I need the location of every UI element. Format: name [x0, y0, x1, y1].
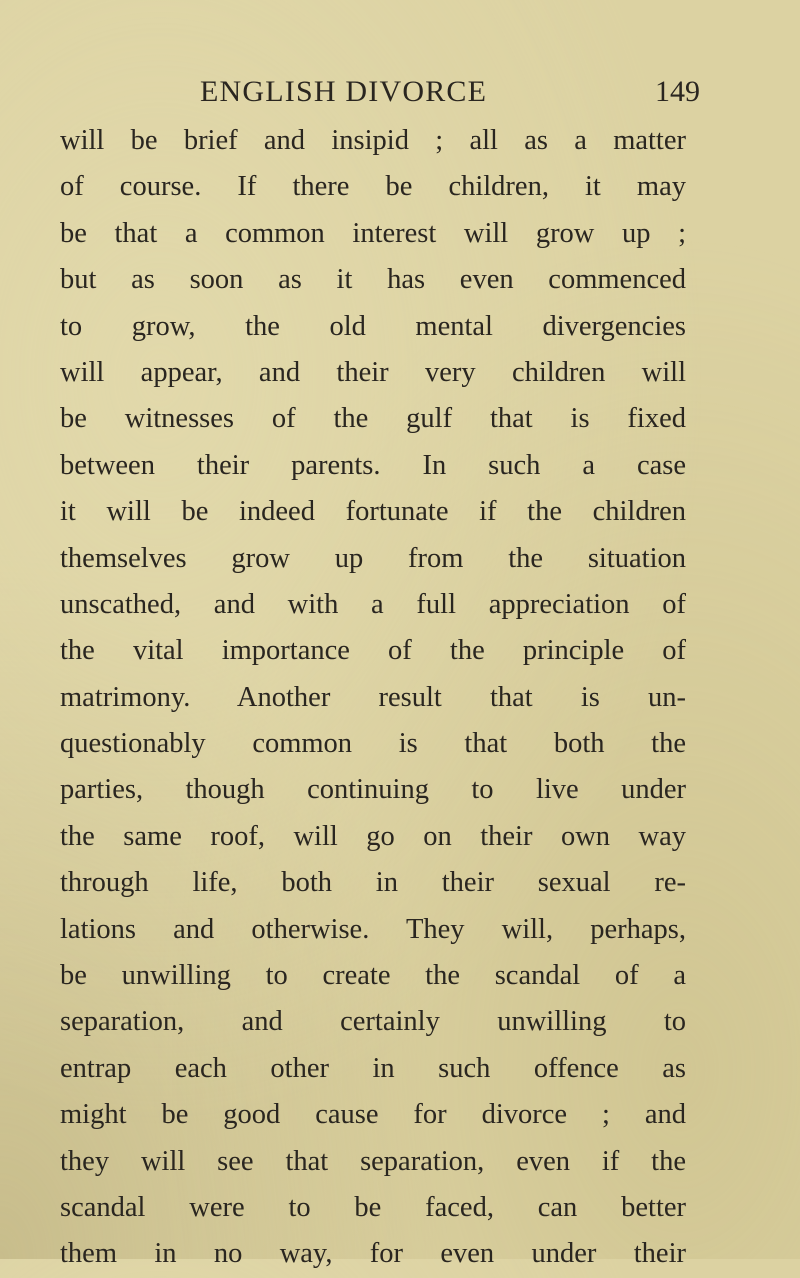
- text-line: matrimony. Another result that is un-: [60, 681, 686, 713]
- body-text: [60, 118, 686, 1278]
- text-line: they will see that separation, even if the: [60, 1145, 686, 1177]
- text-line: parties, though continuing to live under: [60, 774, 686, 806]
- text-line: to grow, the old mental divergencies: [60, 310, 686, 342]
- text-line: through life, both in their sexual re-: [60, 867, 686, 899]
- running-head-title: ENGLISH DIVORCE: [200, 75, 488, 108]
- text-line: will be brief and insipid ; all as a matter: [60, 125, 686, 156]
- text-line: of course. If there be children, it may: [60, 171, 686, 203]
- text-line: entrap each other in such offence as: [60, 1052, 686, 1084]
- text-line: be witnesses of the gulf that is fixed: [60, 403, 686, 435]
- text-line: be that a common interest will grow up ;: [60, 217, 686, 249]
- text-line: it will be indeed fortunate if the children: [60, 496, 686, 528]
- page-number: 149: [655, 75, 700, 108]
- text-line: will appear, and their very children will: [60, 356, 686, 388]
- text-line: but as soon as it has even commenced: [60, 264, 686, 296]
- text-line: themselves grow up from the situation: [60, 542, 686, 574]
- text-line: might be good cause for divorce ; and: [60, 1099, 686, 1131]
- text-line: unscathed, and with a full appreciation of: [60, 588, 686, 620]
- text-line: lations and otherwise. They will, perhaps,: [60, 913, 686, 945]
- text-line: the same roof, will go on their own way: [60, 820, 686, 852]
- text-line: between their parents. In such a case: [60, 449, 686, 481]
- text-line: scandal were to be faced, can better: [60, 1191, 686, 1223]
- text-line: them in no way, for even under their: [60, 1238, 686, 1270]
- text-line: questionably common is that both the: [60, 728, 686, 760]
- text-line: be unwilling to create the scandal of a: [60, 960, 686, 992]
- text-line: separation, and certainly unwilling to: [60, 1006, 686, 1038]
- text-line: the vital importance of the principle of: [60, 635, 686, 667]
- running-head: [150, 74, 700, 114]
